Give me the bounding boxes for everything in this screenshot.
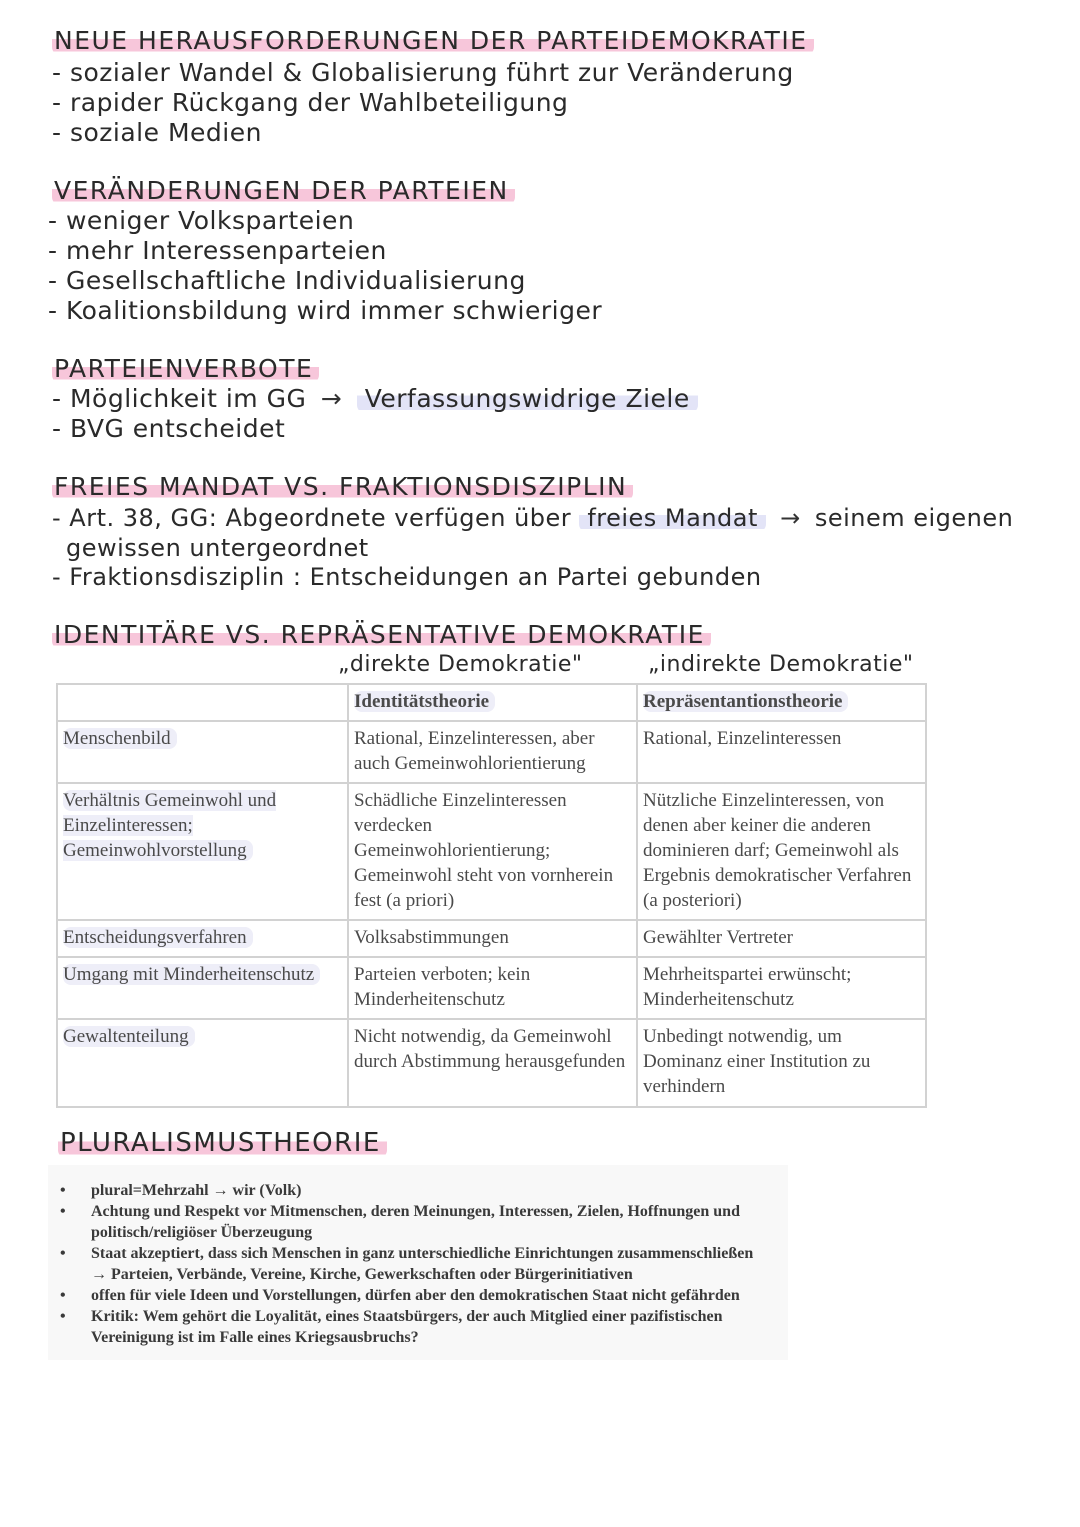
heading-veraenderungen [52,176,515,205]
list-item: - Gesellschaftliche Individualisierung [48,266,526,295]
row-label-text: Gewaltenteilung [63,1026,195,1047]
heading-parteienverbote [52,354,319,383]
table-cell: Parteien verboten; kein Minderheitenschutz [348,957,637,1019]
heading-herausforderungen [52,26,814,55]
list-item [60,1180,780,1201]
list-item: - Fraktionsdisziplin : Entscheidungen an Partei gebunden [52,563,762,591]
list-item: - rapider Rückgang der Wahlbeteiligung [52,88,569,117]
table-cell [57,684,348,721]
arrow-right-icon: → [320,384,343,413]
heading-text: FREIES MANDAT VS. FRAKTIONSDISZIPLIN [52,472,633,501]
bullet-icon: • [60,1287,66,1304]
list-item: - weniger Volksparteien [48,206,355,235]
table-row [57,957,926,1019]
subhead-indirekte: „indirekte Demokratie" [648,652,914,677]
list-item: - soziale Medien [52,118,262,147]
bullet-icon: • [60,1203,66,1220]
table-cell: Mehrheitspartei erwünscht; Minderheitenschutz [637,957,926,1019]
heading-text: NEUE HERAUSFORDERUNGEN DER PARTEIDEMOKRATIE [52,26,814,55]
table-row [57,721,926,783]
table-header-cell [348,684,637,721]
heading-text: VERÄNDERUNGEN DER PARTEIEN [52,176,515,205]
item-text: seinem eigenen [814,504,1014,532]
table-row-label [57,783,348,920]
item-text: Achtung und Respekt vor Mitmenschen, deren Meinungen, Interessen, Zielen, Hoffnungen und politisch/religiöser Überzeugung [91,1203,740,1241]
table-cell: Rational, Einzelinteressen, aber auch Gemeinwohlorientierung [348,721,637,783]
item-text: offen für viele Ideen und Vorstellungen, dürfen aber den demokratischen Staat nicht gefährden [91,1287,740,1304]
row-label-text: Verhältnis Gemeinwohl und Einzelinteressen; Gemeinwohlvorstellung [63,790,277,861]
table-row-label [57,957,348,1019]
table-header-row [57,684,926,721]
table-row-label [57,920,348,957]
item-text: - Art. 38, GG: Abgeordnete verfügen über [52,504,572,532]
table-cell: Gewählter Vertreter [637,920,926,957]
comparison-table [56,683,927,1108]
item-subline: → Parteien, Verbände, Vereine, Kirche, Gewerkschaften oder Bürgerinitiativen [91,1266,633,1283]
pluralism-list [60,1180,780,1348]
list-item: - Koalitionsbildung wird immer schwieriger [48,296,603,325]
bullet-icon: • [60,1182,66,1199]
table-row [57,783,926,920]
table-cell: Schädliche Einzelinteressen verdecken Gemeinwohlorientierung; Gemeinwohl steht von vornherein fest (a priori) [348,783,637,920]
bullet-icon: • [60,1308,66,1325]
table-row-label [57,721,348,783]
bullet-icon: • [60,1245,66,1262]
list-item [60,1201,780,1243]
list-item: - mehr Interessenparteien [48,236,387,265]
heading-text: PLURALISMUSTHEORIE [58,1128,387,1158]
row-label-text: Menschenbild [63,728,177,749]
item-text: plural=Mehrzahl → wir (Volk) [91,1182,302,1199]
heading-identitaere [52,620,711,649]
header-text: Repräsentantionstheorie [643,691,848,712]
table-cell: Volksabstimmungen [348,920,637,957]
item-text: Staat akzeptiert, dass sich Menschen in ganz unterschiedliche Einrichtungen zusammenschließen [91,1245,754,1262]
table-cell: Nützliche Einzelinteressen, von denen aber keiner die anderen dominieren darf; Gemeinwohl als Ergebnis demokratischer Verfahren (a posteriori) [637,783,926,920]
row-label-text: Entscheidungsverfahren [63,927,253,948]
list-item [60,1306,780,1348]
heading-pluralismus [58,1128,387,1158]
table-cell: Unbedingt notwendig, um Dominanz einer Institution zu verhindern [637,1019,926,1107]
item-text: - Möglichkeit im GG [52,384,307,413]
item-highlight: freies Mandat [579,504,766,532]
table-row-label [57,1019,348,1107]
item-text: Kritik: Wem gehört die Loyalität, eines Staatsbürgers, der auch Mitglied einer pazifistischen Vereinigung ist im Falle eines Kriegsausbruchs? [91,1308,723,1346]
heading-text: IDENTITÄRE VS. REPRÄSENTATIVE DEMOKRATIE [52,620,711,649]
item-target: Verfassungswidrige Ziele [357,384,698,413]
table-header-cell [637,684,926,721]
list-item [52,384,698,413]
heading-freies-mandat [52,472,633,501]
list-item [52,504,1013,532]
header-text: Identitätstheorie [354,691,495,712]
list-item [60,1285,780,1306]
table-row [57,1019,926,1107]
row-label-text: Umgang mit Minderheitenschutz [63,964,320,985]
table-cell: Rational, Einzelinteressen [637,721,926,783]
list-item-continuation: gewissen untergeordnet [66,534,369,562]
list-item [60,1243,780,1285]
list-item: - BVG entscheidet [52,414,286,443]
list-item: - sozialer Wandel & Globalisierung führt zur Veränderung [52,58,794,87]
table-cell: Nicht notwendig, da Gemeinwohl durch Abstimmung herausgefunden [348,1019,637,1107]
heading-text: PARTEIENVERBOTE [52,354,319,383]
table-row [57,920,926,957]
subhead-direkte: „direkte Demokratie" [338,652,583,677]
arrow-right-icon: → [780,504,801,532]
